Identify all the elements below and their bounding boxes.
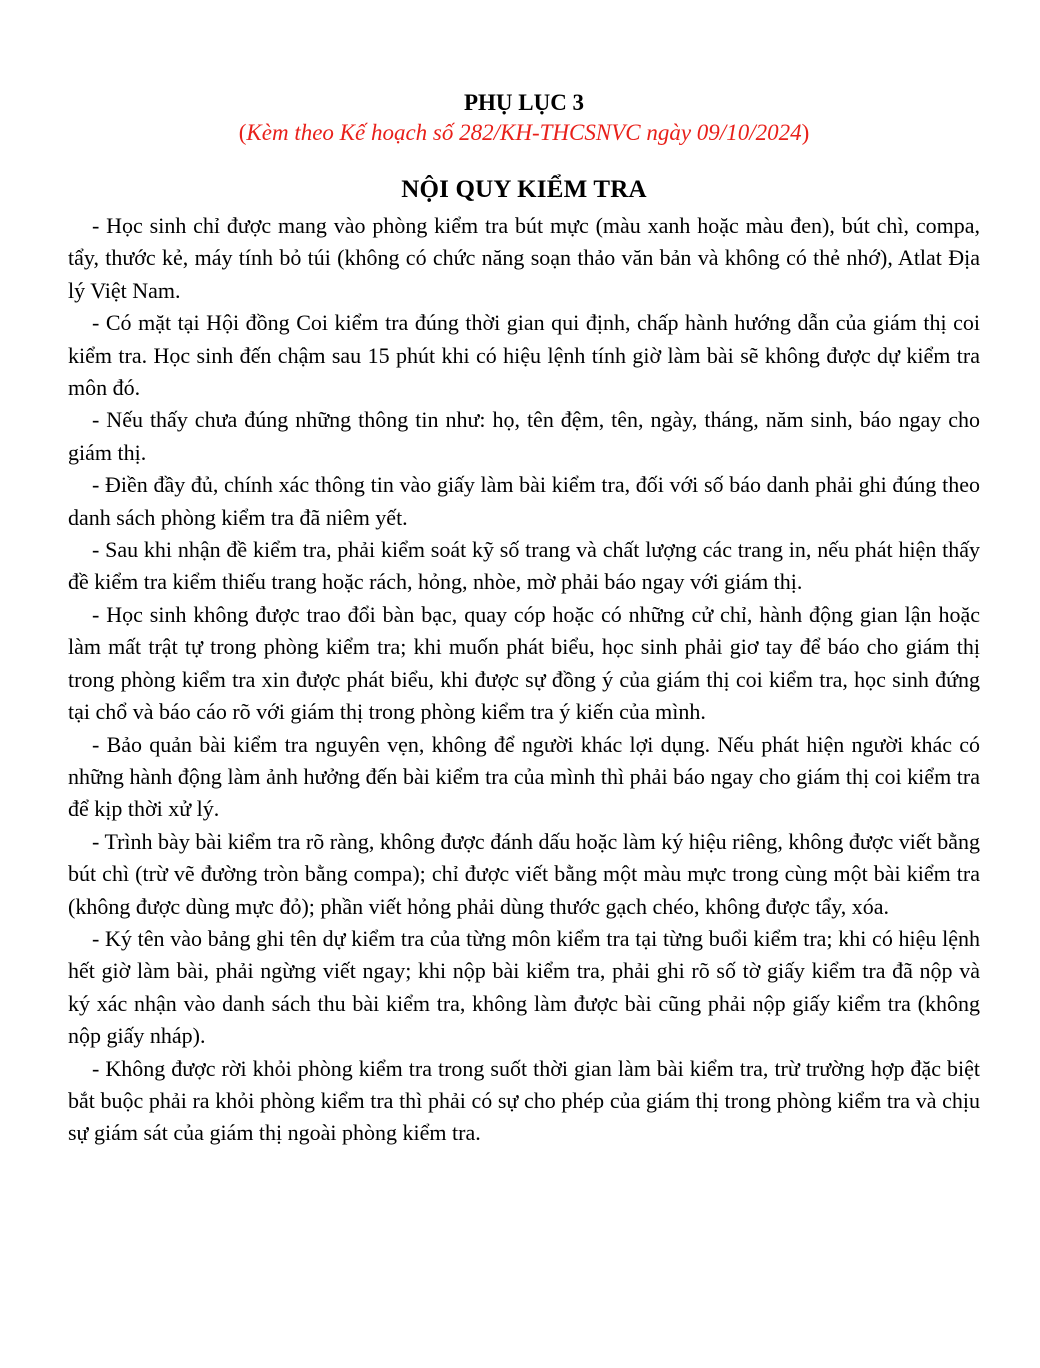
rule-item: - Bảo quản bài kiểm tra nguyên vẹn, không để người khác lợi dụng. Nếu phát hiện người khác có những hành động làm ảnh hưởng đến bài kiểm tra của mình thì phải báo ngay cho giám thị coi kiểm tra để kịp thời xử lý. [68,731,980,822]
subtitle-open-paren: ( [238,120,247,145]
rules-list [68,210,980,1150]
rule-item: - Học sinh chỉ được mang vào phòng kiểm tra bút mực (màu xanh hoặc màu đen), bút chì, compa, tẩy, thước kẻ, máy tính bỏ túi (không có chức năng soạn thảo văn bản và không có thẻ nhớ), Atlat Địa lý Việt Nam. [68,213,980,303]
rule-item: - Có mặt tại Hội đồng Coi kiểm tra đúng thời gian qui định, chấp hành hướng dẫn của giám thị coi kiểm tra. Học sinh đến chậm sau 15 phút khi có hiệu lệnh tính giờ làm bài sẽ không được dự kiểm tra môn đó. [68,310,980,401]
rule-item: - Trình bày bài kiểm tra rõ ràng, không được đánh dấu hoặc làm ký hiệu riêng, không được viết bằng bút chì (trừ vẽ đường tròn bằng compa); chỉ được viết bằng một màu mực trong cùng một bài kiểm tra (không được dùng mực đỏ); phần viết hỏng phải dùng thước gạch chéo, không được tẩy, xóa. [68,828,980,919]
appendix-subtitle-text: Kèm theo Kế hoạch số 282/KH-THCSNVC ngày 09/10/2024 [246,120,802,145]
rule-item: - Nếu thấy chưa đúng những thông tin như: họ, tên đệm, tên, ngày, tháng, năm sinh, báo ngay cho giám thị. [68,407,980,465]
document-page [68,88,980,1150]
appendix-title: PHỤ LỤC 3 [463,90,585,115]
document-title: NỘI QUY KIỂM TRA [401,176,647,203]
subtitle-close-paren: ) [801,120,810,145]
rule-item: - Học sinh không được trao đổi bàn bạc, quay cóp hoặc có những cử chỉ, hành động gian lận hoặc làm mất trật tự trong phòng kiểm tra; khi muốn phát biểu, học sinh phải giơ tay để báo cho giám thị trong phòng kiểm tra xin được phát biểu, khi được sự đồng ý của giám thị coi kiểm tra, học sinh đứng tại chổ và báo cáo rõ với giám thị trong phòng kiểm tra ý kiến của mình. [68,601,980,725]
rule-item: - Điền đầy đủ, chính xác thông tin vào giấy làm bài kiểm tra, đối với số báo danh phải ghi đúng theo danh sách phòng kiểm tra đã niêm yết. [68,472,980,530]
rule-item: - Không được rời khỏi phòng kiểm tra trong suốt thời gian làm bài kiểm tra, trừ trường hợp đặc biệt bắt buộc phải ra khỏi phòng kiểm tra thì phải có sự cho phép của giám thị trong phòng kiểm tra và chịu sự giám sát của giám thị ngoài phòng kiểm tra. [68,1055,980,1146]
rule-item: - Sau khi nhận đề kiểm tra, phải kiểm soát kỹ số trang và chất lượng các trang in, nếu phát hiện thấy đề kiểm tra kiểm thiếu trang hoặc rách, hỏng, nhòe, mờ phải báo ngay với giám thị. [68,537,980,595]
appendix-subtitle [68,118,980,148]
rule-item: - Ký tên vào bảng ghi tên dự kiểm tra của từng môn kiểm tra tại từng buổi kiểm tra; khi có hiệu lệnh hết giờ làm bài, phải ngừng viết ngay; khi nộp bài kiểm tra, phải ghi rõ số tờ giấy kiểm tra đã nộp và ký xác nhận vào danh sách thu bài kiểm tra, không làm được bài cũng phải nộp giấy kiểm tra (không nộp giấy nháp). [68,925,980,1049]
